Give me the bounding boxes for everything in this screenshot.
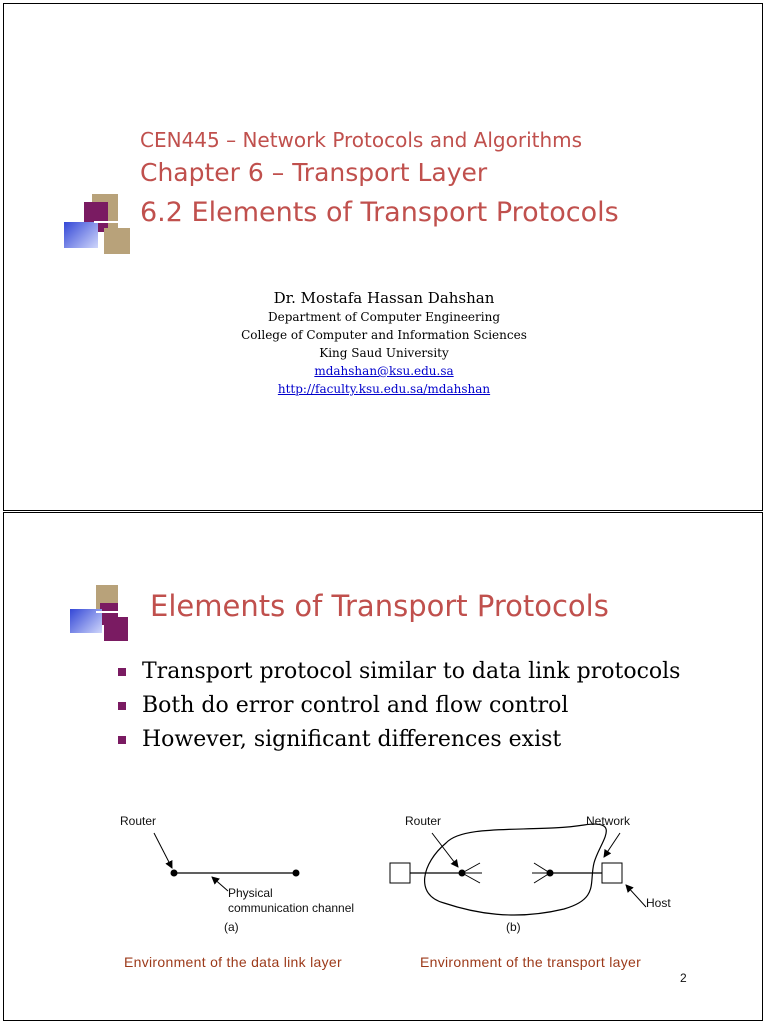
host-box <box>602 863 622 883</box>
bullet-icon <box>118 668 126 676</box>
title-decoration-icon <box>64 194 144 264</box>
college: College of Computer and Information Sciences <box>241 328 527 342</box>
router-node <box>293 870 300 877</box>
website-link[interactable]: http://faculty.ksu.edu.sa/mdahshan <box>277 382 491 396</box>
university: King Saud University <box>319 346 449 360</box>
router-arrow <box>432 833 458 867</box>
bullet-list <box>116 655 680 757</box>
department: Department of Computer Engineering <box>267 310 501 324</box>
caption-b: Environment of the transport layer <box>420 954 642 970</box>
bullet-icon <box>118 736 126 744</box>
caption-a: Environment of the data link layer <box>124 954 342 970</box>
host-box <box>390 863 410 883</box>
email-link[interactable]: mdahshan@ksu.edu.sa <box>314 364 454 378</box>
channel-label-1: Physical <box>228 886 273 900</box>
diagram-b-tag: (b) <box>506 920 521 934</box>
course-title: CEN445 – Network Protocols and Algorithms <box>140 128 583 152</box>
list-item: Transport protocol similar to data link protocols <box>116 655 680 689</box>
network-cloud <box>425 824 607 915</box>
diagram-a-tag: (a) <box>224 920 239 934</box>
router-label-b: Router <box>405 814 442 828</box>
network-arrow <box>604 833 620 857</box>
host-arrow <box>626 885 646 907</box>
website-row <box>4 382 764 396</box>
slide-1 <box>3 3 763 511</box>
router-arrow <box>154 833 172 868</box>
router-label-a: Router <box>120 814 157 828</box>
section-title: 6.2 Elements of Transport Protocols <box>140 197 619 228</box>
router-node <box>171 870 178 877</box>
page-number: 2 <box>680 971 687 985</box>
chapter-title: Chapter 6 – Transport Layer <box>140 158 488 187</box>
email-row <box>4 364 764 378</box>
channel-label-2: communication channel <box>228 901 355 915</box>
list-item: However, significant differences exist <box>116 723 680 757</box>
author-name: Dr. Mostafa Hassan Dahshan <box>273 289 495 307</box>
slide-2 <box>3 512 763 1021</box>
list-item: Both do error control and flow control <box>116 689 680 723</box>
channel-arrow <box>212 877 228 891</box>
host-label: Host <box>646 896 671 910</box>
network-label: Network <box>586 814 631 828</box>
slide-title: Elements of Transport Protocols <box>150 589 609 623</box>
title-decoration-icon <box>70 585 150 655</box>
bullet-icon <box>118 702 126 710</box>
